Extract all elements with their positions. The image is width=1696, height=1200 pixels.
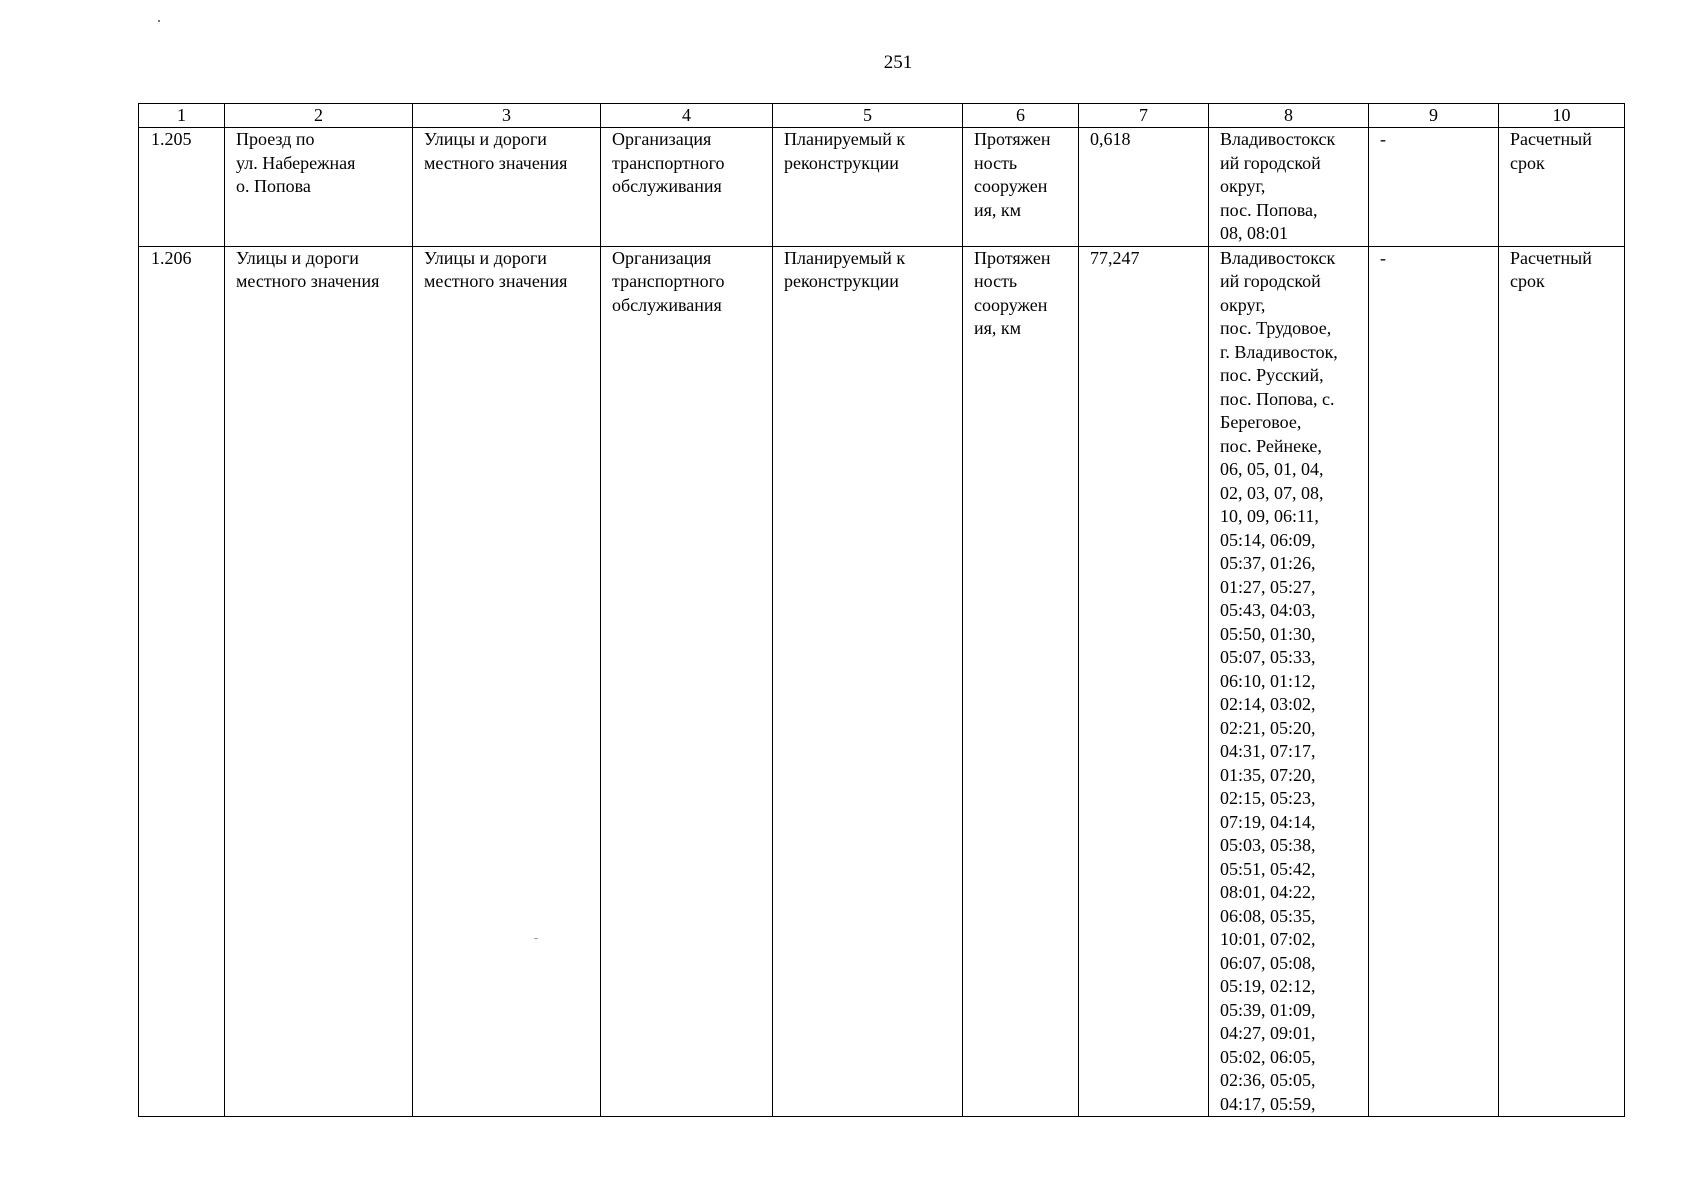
column-number: 10 xyxy=(1499,104,1625,128)
object-purpose: Организация транспортного обслуживания xyxy=(601,246,773,1117)
column-number-row xyxy=(139,104,1625,128)
column-number: 7 xyxy=(1079,104,1209,128)
object-category: Улицы и дороги местного значения xyxy=(413,246,601,1117)
object-characteristic: Протяжен ность сооружен ия, км xyxy=(963,246,1079,1117)
object-value: 77,247 xyxy=(1079,246,1209,1117)
column-number: 2 xyxy=(225,104,413,128)
object-status: Планируемый к реконструкции xyxy=(773,128,963,247)
object-term: Расчетный срок xyxy=(1499,128,1625,247)
object-characteristic: Протяжен ность сооружен ия, км xyxy=(963,128,1079,247)
table-row xyxy=(139,246,1625,1117)
column-number: 9 xyxy=(1369,104,1499,128)
object-location: Владивостокск ий городской округ, пос. Трудовое, г. Владивосток, пос. Русский, пос. Попова, с. Береговое, пос. Рейнеке, 06, 05, 01, 04, 02, 03, 07, 08, 10, 09, 06:11, 05:14, 06:09, 05:37, 01:26, 01:27, 05:27, 05:43, 04:03, 05:50, 01:30, 05:07, 05:33, 06:10, 01:12, 02:14, 03:02, 02:21, 05:20, 04:31, 07:17, 01:35, 07:20, 02:15, 05:23, 07:19, 04:14, 05:03, 05:38, 05:51, 05:42, 08:01, 04:22, 06:08, 05:35, 10:01, 07:02, 06:07, 05:08, 05:19, 02:12, 05:39, 01:09, 04:27, 09:01, 05:02, 06:05, 02:36, 05:05, 04:17, 05:59, xyxy=(1209,246,1369,1117)
table-row xyxy=(139,128,1625,247)
page-number: 251 xyxy=(883,52,913,73)
column-number: 5 xyxy=(773,104,963,128)
object-location: Владивостокск ий городской округ, пос. Попова, 08, 08:01 xyxy=(1209,128,1369,247)
object-term: Расчетный срок xyxy=(1499,246,1625,1117)
object-name: Улицы и дороги местного значения xyxy=(225,246,413,1117)
planning-table xyxy=(138,103,1625,1117)
column-number: 8 xyxy=(1209,104,1369,128)
column-number: 4 xyxy=(601,104,773,128)
column-number: 3 xyxy=(413,104,601,128)
object-status: Планируемый к реконструкции xyxy=(773,246,963,1117)
scan-speck xyxy=(158,20,160,22)
object-zone: - xyxy=(1369,246,1499,1117)
column-number: 1 xyxy=(139,104,225,128)
row-id: 1.206 xyxy=(139,246,225,1117)
object-value: 0,618 xyxy=(1079,128,1209,247)
object-category: Улицы и дороги местного значения xyxy=(413,128,601,247)
object-purpose: Организация транспортного обслуживания xyxy=(601,128,773,247)
object-name: Проезд по ул. Набережная о. Попова xyxy=(225,128,413,247)
row-id: 1.205 xyxy=(139,128,225,247)
object-zone: - xyxy=(1369,128,1499,247)
column-number: 6 xyxy=(963,104,1079,128)
